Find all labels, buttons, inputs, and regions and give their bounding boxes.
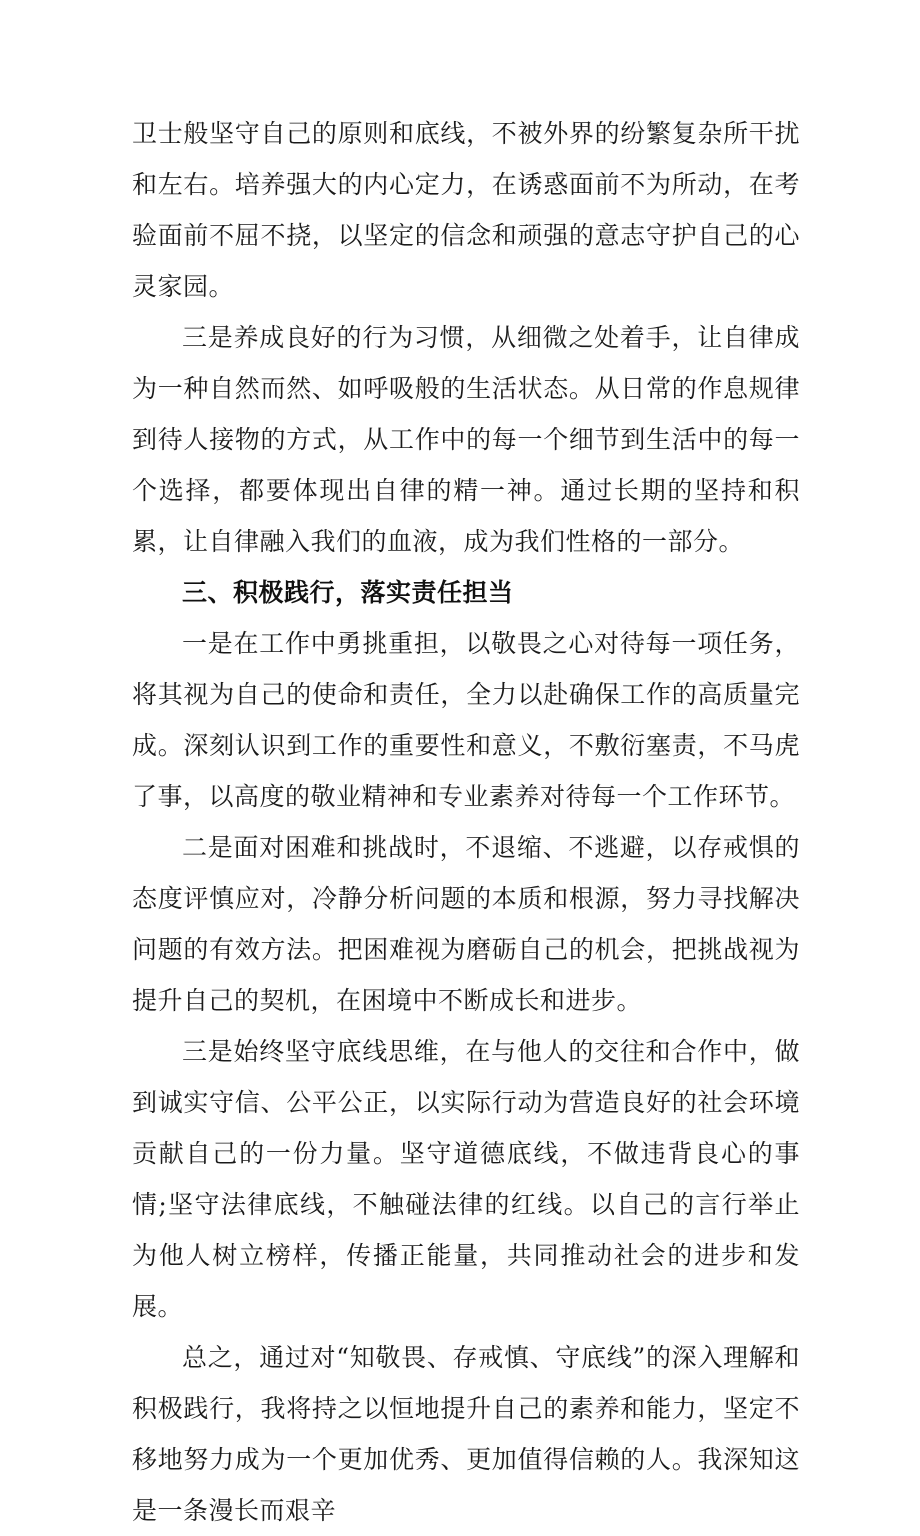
paragraph-conclusion: 总之，通过对“知敬畏、存戒慎、守底线”的深入理解和积极践行，我将持之以恒地提升自己的素养和能力，坚定不移地努力成为一个更加优秀、更加值得信赖的人。我深知这是一条漫长而艰辛 bbox=[132, 1343, 800, 1525]
paragraph-bottom-line-thinking: 三是始终坚守底线思维，在与他人的交往和合作中，做到诚实守信、公平公正，以实际行动为营造良好的社会环境贡献自己的一份力量。坚守道德底线，不做违背良心的事情;坚守法律底线，不触碰法律的红线。以自己的言行举止为他人树立榜样，传播正能量，共同推动社会的进步和发展。 bbox=[132, 1037, 800, 1321]
paragraph-self-discipline-habits: 三是养成良好的行为习惯，从细微之处着手，让自律成为一种自然而然、如呼吸般的生活状态。从日常的作息规律到待人接物的方式，从工作中的每一个细节到生活中的每一个选择，都要体现出自律的精一神。通过长期的坚持和积累，让自律融入我们的血液，成为我们性格的一部分。 bbox=[132, 323, 800, 556]
paragraph-continuation: 卫士般坚守自己的原则和底线，不被外界的纷繁复杂所干扰和左右。培养强大的内心定力，在诱惑面前不为所动，在考验面前不屈不挠，以坚定的信念和顽强的意志守护自己的心灵家园。 bbox=[132, 119, 800, 301]
document-body bbox=[132, 108, 800, 1536]
paragraph-work-responsibility: 一是在工作中勇挑重担，以敬畏之心对待每一项任务，将其视为自己的使命和责任，全力以赴确保工作的高质量完成。深刻认识到工作的重要性和意义，不敷衍塞责，不马虎了事，以高度的敬业精神和专业素养对待每一个工作环节。 bbox=[132, 629, 800, 811]
paragraph-facing-difficulties: 二是面对困难和挑战时，不退缩、不逃避，以存戒惧的态度评慎应对，冷静分析问题的本质和根源，努力寻找解决问题的有效方法。把困难视为磨砺自己的机会，把挑战视为提升自己的契机，在困境中不断成长和进步。 bbox=[132, 833, 800, 1015]
section-heading-practice: 三、积极践行，落实责任担当 bbox=[182, 578, 514, 607]
